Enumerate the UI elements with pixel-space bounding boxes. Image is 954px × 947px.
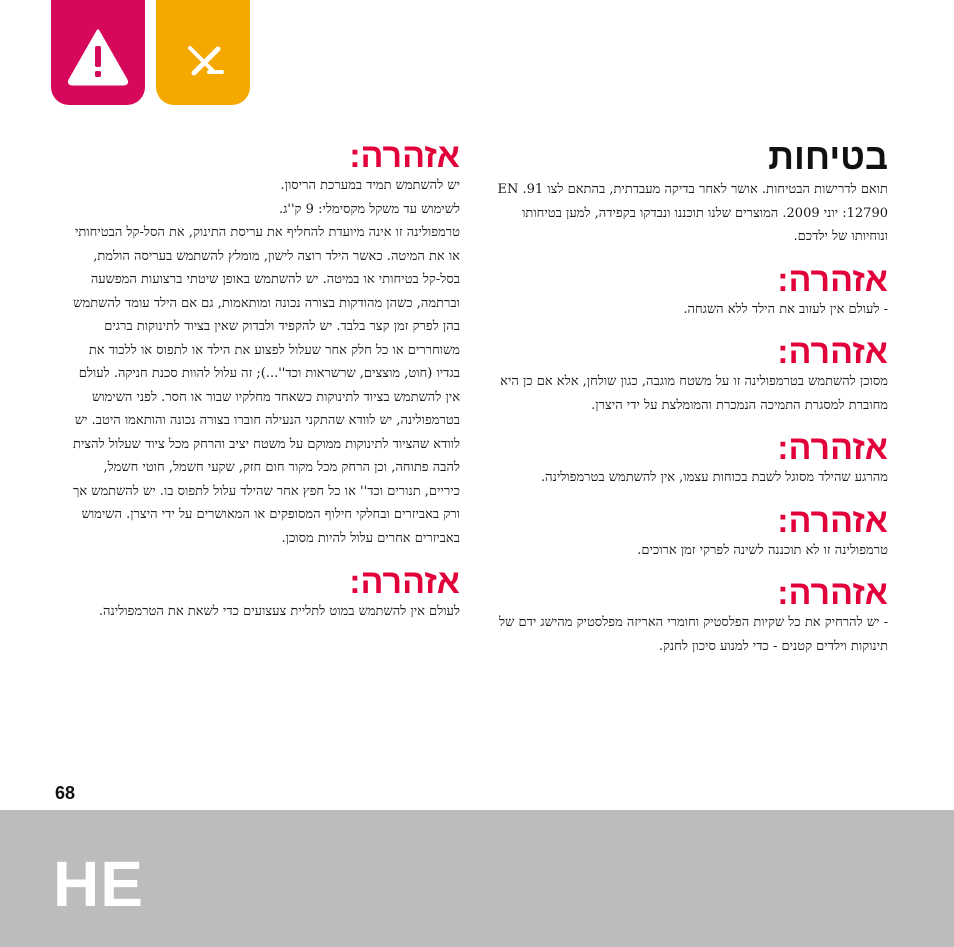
- warning-triangle-icon: [51, 0, 145, 105]
- warning-text: מהרגע שהילד מסוגל לשבת בכוחות עצמו, אין להשתמש בטרמפולינה.: [540, 470, 888, 485]
- safety-intro: תואם לדרישות הבטיחות. אושר לאחר בדיקה מעבדתית, בהתאם לצו 91. EN 12790: יוני 2009. המוצרים שלנו תוכננו ונבדקו בקפידה, למען בטיחותו ונוחיותו של ילדכם.: [497, 182, 888, 244]
- max-weight-note: לשימוש עד משקל מקסימלי: 9 ק''ג.: [278, 201, 460, 217]
- warning-text: מסוכן להשתמש בטרמפולינה זו על משטח מוגבה, כגון שולחן, אלא אם כן היא מחוברת למסגרת התמיכה הנמכרת והמומלצת על ידי היצרן.: [500, 374, 888, 413]
- warning-block-3: [496, 430, 888, 490]
- warning-heading: אזהרה:: [777, 260, 888, 299]
- warning-tile: [51, 0, 145, 105]
- warning-text: לעולם אין להשתמש במוט לתליית צעצועים כדי לשאת את הטרמפולינה.: [98, 604, 460, 619]
- footer-band: [0, 810, 954, 947]
- warning-block-5: [496, 575, 888, 658]
- warning-heading: אזהרה:: [777, 574, 888, 612]
- tool-tile: [156, 0, 250, 105]
- safety-title: בטיחות: [768, 136, 888, 177]
- warning-text: - לעולם אין לעזוב את הילד ללא השגחה.: [683, 301, 888, 317]
- warnings-column: [70, 138, 460, 624]
- warning-heading: אזהרה:: [777, 429, 888, 467]
- warning-block-toybar: [70, 564, 460, 624]
- warning-block-1: [496, 262, 888, 322]
- warning-heading: אזהרה:: [777, 333, 888, 371]
- warning-text: - יש להרחיק את כל שקיות הפלסטיק וחומרי האריזה מפלסטיק מהישג ידם של תינוקות וילדים קטנים - כדי למנוע סיכון לחנק.: [499, 615, 888, 654]
- language-code: HE: [53, 848, 144, 920]
- warning-heading: אזהרה:: [777, 501, 888, 540]
- warning-block-4: [496, 503, 888, 563]
- page-number: 68: [55, 783, 76, 803]
- warning-block-main: [70, 138, 460, 550]
- hammer-tool-icon: [156, 0, 250, 105]
- warning-heading: אזהרה:: [349, 563, 460, 601]
- warning-block-2: [496, 334, 888, 417]
- warning-heading: אזהרה:: [349, 137, 460, 175]
- safety-column: [496, 138, 888, 658]
- warning-text: טרמפולינה זו לא תוכננה לשינה לפרקי זמן ארוכים.: [637, 542, 888, 558]
- warning-text: טרמפולינה זו אינה מיועדת להחליף את עריסת התינוק, את הסל-קל הבטיחותי או את המיטה. כאשר הילד רוצה לישון, מומלץ להשתמש בעריסה הולמת, בסל-קל בטיחותי או במיטה. יש להשתמש באופן שיטתי ברצועות המפשעה וברתמה, כשהן מהודקות בצורה נכונה ומותאמות, גם אם הילד עומד להשתמש בהן לפרק זמן קצר בלבד. יש להקפיד ולבדוק שאין בציוד לתינוקות ברגים משוחררים או כל חלק אחר שעלול לפצוע את הילד או לתפוס או ללכוד את בגדיו (חוט, מוצצים, שרשראות וכד''...); זה עלול להוות סכנת חניקה. לעולם אין להשתמש בציוד לתינוקות כשאחד מחלקיו שבור או חסר. לפני השימוש בטרמפולינה, יש לוודא שהתקני הנעילה חוברו בצורה נכונה והותאמו היטב. יש לוודא שהציוד לתינוקות ממוקם על משטח יציב והרחק מכל ציוד שעלול להצית להבה פתוחה, וכן הרחק מכל מקור חום חזק, שקעי חשמל, חוטי חשמל, כיריים, תנורים וכד'' או כל חפץ אחר שהילד עלול לתפוס בו. יש להשתמש אך ורק באביזרים ובחלקי חילוף המסופקים או המאושרים על ידי היצרן. השימוש באביזרים אחרים עלול להיות מסוכן.: [72, 225, 460, 546]
- restraint-note: יש להשתמש תמיד במערכת הריסון.: [280, 178, 460, 193]
